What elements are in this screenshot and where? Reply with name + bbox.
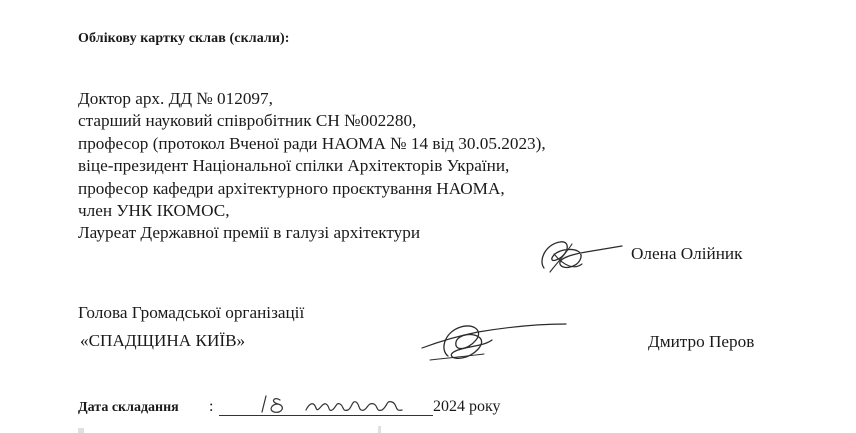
credential-line: професор (протокол Вченої ради НАОМА № 14 від 30.05.2023), bbox=[78, 133, 546, 153]
credential-line: Доктор арх. ДД № 012097, bbox=[78, 89, 273, 108]
cut-off-text-remnant bbox=[78, 426, 398, 433]
date-year: 2024 року bbox=[433, 398, 501, 415]
card-compiled-by-heading: Облікову картку склав (склали): bbox=[78, 31, 290, 46]
head-name: Дмитро Перов bbox=[648, 332, 755, 351]
head-signature bbox=[418, 312, 568, 367]
credential-line: Лауреат Державної премії в галузі архітектури bbox=[78, 223, 421, 243]
credential-line: віце-президент Національної спілки Архітекторів України, bbox=[78, 156, 510, 176]
date-colon: : bbox=[209, 398, 214, 415]
organization-role: Голова Громадської організації bbox=[78, 303, 305, 322]
author-name: Олена Олійник bbox=[631, 244, 743, 263]
date-label: Дата складання bbox=[78, 400, 179, 415]
author-signature bbox=[534, 230, 624, 280]
credential-line: професор кафедри архітектурного проєктування НАОМА, bbox=[78, 178, 505, 198]
credential-line: старший науковий співробітник СН №002280, bbox=[78, 111, 417, 131]
handwritten-date bbox=[228, 392, 408, 416]
author-credentials bbox=[78, 88, 546, 245]
credential-line: член УНК ІКОМОС, bbox=[78, 201, 230, 221]
organization-name: «СПАДЩИНА КИЇВ» bbox=[80, 331, 246, 350]
